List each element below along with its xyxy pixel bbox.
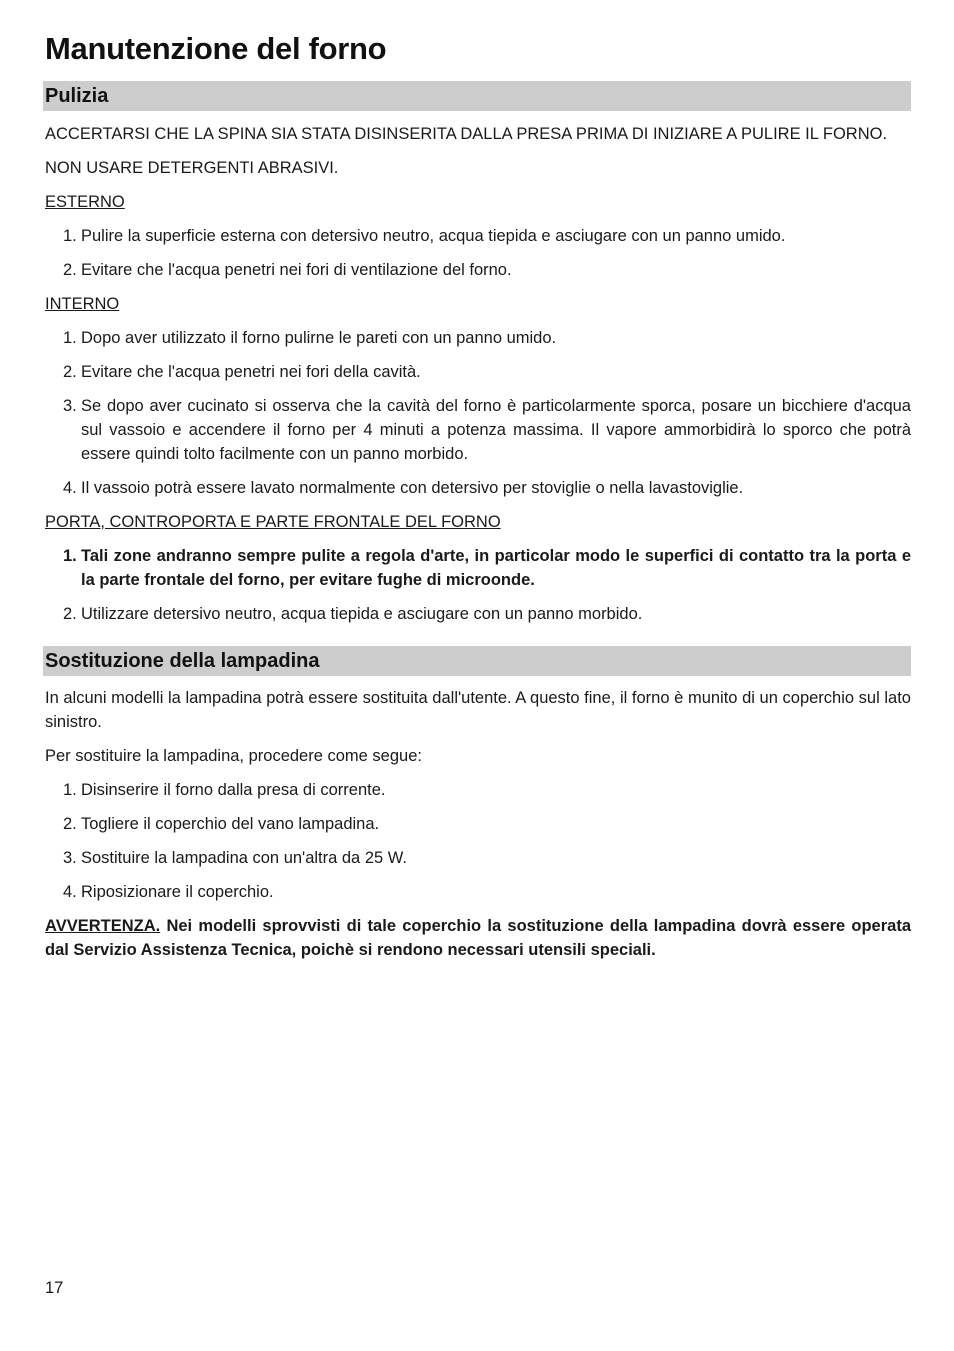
lampadina-intro: In alcuni modelli la lampadina potrà essere sostituita dall'utente. A questo fine, il forno è munito di un coperchio sul lato sinistro. [45, 688, 911, 731]
warning-note [45, 914, 911, 962]
list-text: Riposizionare il coperchio. [81, 882, 274, 901]
list-number: 2. [63, 362, 77, 381]
list-number: 2. [63, 260, 77, 279]
interno-list [45, 326, 911, 500]
list-item [45, 602, 911, 626]
list-item [45, 326, 911, 350]
porta-list [45, 544, 911, 626]
page-title: Manutenzione del forno [45, 31, 387, 66]
list-text: Dopo aver utilizzato il forno pulirne le pareti con un panno umido. [81, 328, 557, 347]
subheading-interno: INTERNO [45, 294, 120, 313]
list-number: 1. [63, 780, 77, 799]
list-text: Pulire la superficie esterna con detersivo neutro, acqua tiepida e asciugare con un panno umido. [81, 226, 786, 245]
list-text: Sostituire la lampadina con un'altra da 25 W. [81, 848, 408, 867]
list-text: Se dopo aver cucinato si osserva che la cavità del forno è particolarmente sporca, posare un bicchiere d'acqua sul vassoio e accendere il forno per 4 minuti a potenza massima. Il vapore ammorbidirà lo sporco che potrà essere quindi tolto facilmente con un panno morbido. [81, 396, 911, 463]
lampadina-procedure: Per sostituire la lampadina, procedere come segue: [45, 746, 422, 765]
document-page [45, 30, 911, 972]
list-item [45, 544, 911, 592]
list-item [45, 880, 911, 904]
list-item [45, 476, 911, 500]
list-text: Disinserire il forno dalla presa di corrente. [81, 780, 386, 799]
list-number: 2. [63, 814, 77, 833]
list-text: Evitare che l'acqua penetri nei fori della cavità. [81, 362, 421, 381]
list-item [45, 224, 911, 248]
list-number: 1. [63, 226, 77, 245]
list-number: 1. [63, 546, 77, 565]
abrasive-warning: NON USARE DETERGENTI ABRASIVI. [45, 158, 339, 177]
list-number: 3. [63, 396, 77, 415]
list-item [45, 360, 911, 384]
subheading-esterno: ESTERNO [45, 192, 125, 211]
list-text: Evitare che l'acqua penetri nei fori di ventilazione del forno. [81, 260, 512, 279]
list-item [45, 394, 911, 466]
list-item [45, 778, 911, 802]
section-heading-pulizia: Pulizia [43, 81, 911, 111]
lampadina-list [45, 778, 911, 904]
list-item [45, 812, 911, 836]
list-text: Togliere il coperchio del vano lampadina. [81, 814, 380, 833]
list-number: 3. [63, 848, 77, 867]
list-number: 2. [63, 604, 77, 623]
warning-text: Nei modelli sprovvisti di tale coperchio la sostituzione della lampadina dovrà essere operata dal Servizio Assistenza Tecnica, poichè si rendono necessari utensili speciali. [45, 916, 911, 959]
list-number: 1. [63, 328, 77, 347]
list-number: 4. [63, 478, 77, 497]
unplug-warning: ACCERTARSI CHE LA SPINA SIA STATA DISINSERITA DALLA PRESA PRIMA DI INIZIARE A PULIRE IL FORNO. [45, 124, 888, 143]
page-number: 17 [45, 1279, 64, 1297]
list-text: Utilizzare detersivo neutro, acqua tiepida e asciugare con un panno morbido. [81, 604, 643, 623]
section-heading-lampadina: Sostituzione della lampadina [43, 646, 911, 676]
list-text: Tali zone andranno sempre pulite a regola d'arte, in particolar modo le superfici di contatto tra la porta e la parte frontale del forno, per evitare fughe di microonde. [81, 546, 911, 589]
warning-label: AVVERTENZA. [45, 916, 161, 935]
list-text: Il vassoio potrà essere lavato normalmente con detersivo per stoviglie o nella lavastoviglie. [81, 478, 744, 497]
list-item [45, 846, 911, 870]
list-item [45, 258, 911, 282]
list-number: 4. [63, 882, 77, 901]
esterno-list [45, 224, 911, 282]
subheading-porta: PORTA, CONTROPORTA E PARTE FRONTALE DEL FORNO [45, 512, 501, 531]
